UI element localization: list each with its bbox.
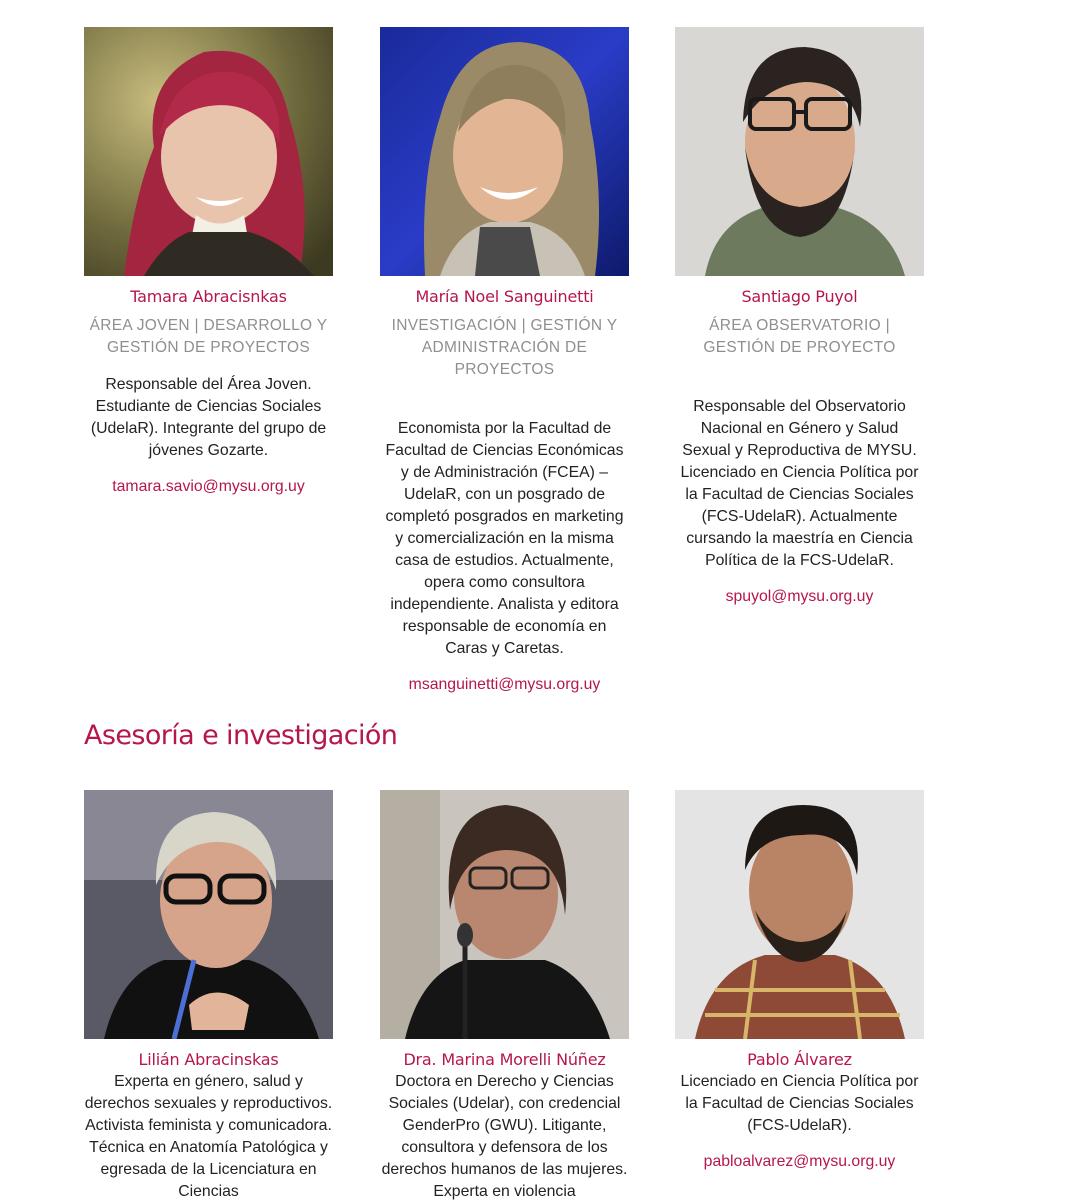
team-member-card: [84, 790, 333, 1203]
member-role: ÁREA OBSERVATORIO | GESTIÓN DE PROYECTO: [703, 317, 896, 356]
team-member-card: [675, 790, 924, 1173]
section-title: Asesoría e investigación: [84, 720, 398, 751]
team-member-card: [84, 27, 333, 498]
member-name: Dra. Marina Morelli Núñez: [403, 1050, 606, 1069]
member-description: Responsable del Área Joven. Estudiante de Ciencias Sociales (UdelaR). Integrante del grupo de jóvenes Gozarte.: [90, 376, 327, 459]
member-photo: [84, 790, 333, 1039]
team-member-card: [675, 27, 924, 608]
member-email-link[interactable]: tamara.savio@mysu.org.uy: [112, 478, 305, 495]
member-name: María Noel Sanguinetti: [415, 287, 594, 306]
team-member-card: [380, 27, 629, 696]
member-name: Lilián Abracinskas: [138, 1050, 279, 1069]
member-name: Santiago Puyol: [741, 287, 858, 306]
member-email-link[interactable]: pabloalvarez@mysu.org.uy: [703, 1153, 896, 1170]
team-member-card: [380, 790, 629, 1203]
member-photo: [84, 27, 333, 276]
member-role: ÁREA JOVEN | DESARROLLO Y GESTIÓN DE PROYECTOS: [89, 317, 328, 356]
member-description: Responsable del Observatorio Nacional en Género y Salud Sexual y Reproductiva de MYSU. Licenciado en Ciencia Política por la Facultad de Ciencias Sociales (FCS-UdelaR). Actualmente cursando la maestría en Ciencia Política de la FCS-UdelaR.: [680, 398, 919, 569]
member-photo: [675, 27, 924, 276]
member-description: Economista por la Facultad de Facultad de Ciencias Económicas y de Administración (FCEA) – UdelaR, con un posgrado de completó posgrados en marketing y comercialización en la misma casa de estudios. Actualmente, opera como consultora independiente. Analista y editora responsable de economía en Caras y Caretas.: [385, 420, 624, 657]
member-photo: [380, 790, 629, 1039]
member-email-link[interactable]: msanguinetti@mysu.org.uy: [408, 676, 601, 693]
member-email-link[interactable]: spuyol@mysu.org.uy: [725, 588, 874, 605]
member-description: Licenciado en Ciencia Política por la Facultad de Ciencias Sociales (FCS-UdelaR).: [680, 1073, 919, 1134]
member-description: Doctora en Derecho y Ciencias Sociales (Udelar), con credencial GenderPro (GWU). Litigante, consultora y defensora de los derechos humanos de las mujeres. Experta en violencia: [381, 1073, 628, 1200]
member-photo: [380, 27, 629, 276]
member-name: Tamara Abracisnkas: [130, 287, 287, 306]
member-name: Pablo Álvarez: [747, 1050, 852, 1069]
member-role: INVESTIGACIÓN | GESTIÓN Y ADMINISTRACIÓN DE PROYECTOS: [391, 317, 618, 378]
member-photo: [675, 790, 924, 1039]
member-description: Experta en género, salud y derechos sexuales y reproductivos. Activista feminista y comunicadora. Técnica en Anatomía Patológica y egresada de la Licenciatura en Ciencias: [84, 1073, 333, 1200]
